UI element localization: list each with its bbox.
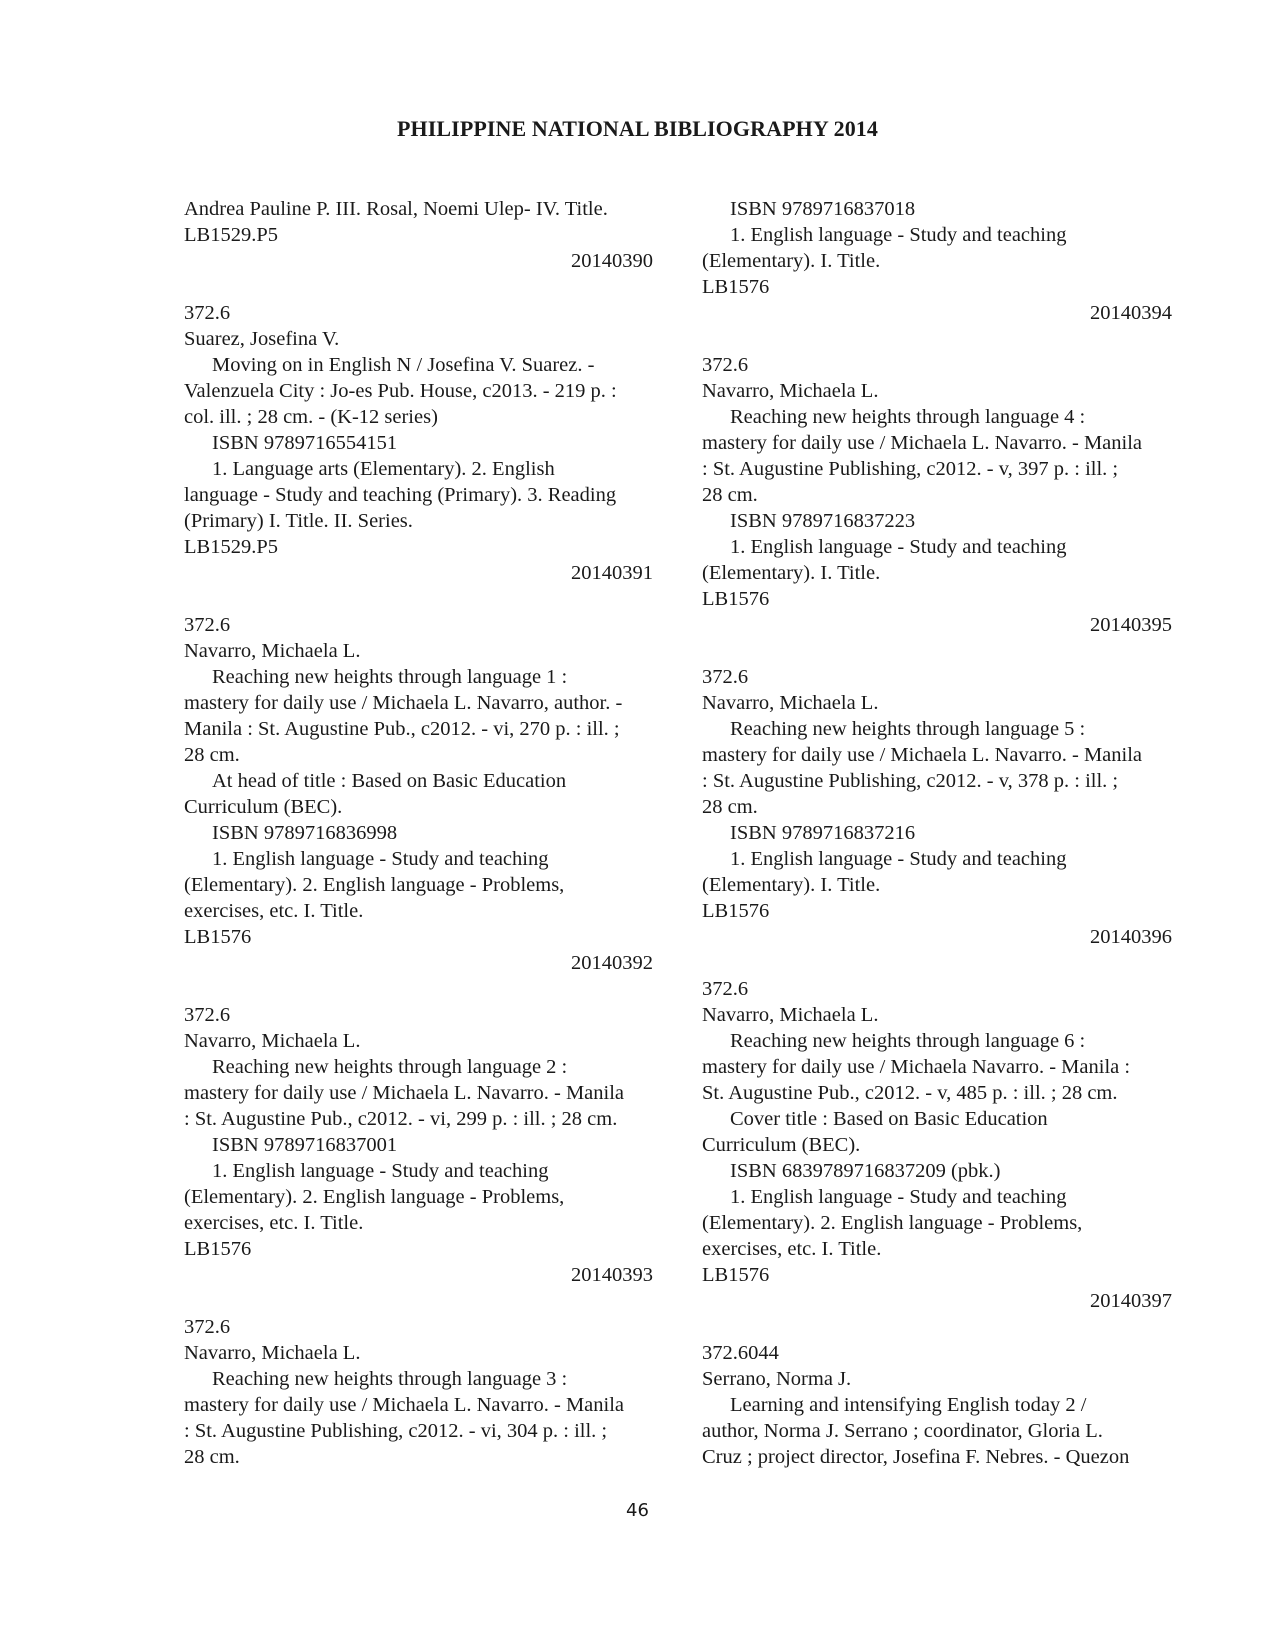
entry-line: LB1576: [702, 900, 770, 922]
entry-line: 372.6: [184, 1004, 231, 1026]
entry-line: 372.6: [184, 614, 231, 636]
entry-line: mastery for daily use / Michaela L. Navarro. - Manila: [184, 1394, 625, 1416]
entry-line: ISBN 6839789716837209 (pbk.): [730, 1160, 1001, 1182]
entry-spacer: [702, 950, 1174, 976]
entry-spacer: [702, 326, 1174, 352]
entry-line: 372.6: [702, 978, 749, 1000]
entry-line: 28 cm.: [184, 744, 240, 766]
entry-line: col. ill. ; 28 cm. - (K-12 series): [184, 406, 438, 428]
entry-line: LB1529.P5: [184, 536, 278, 558]
entry-line: : St. Augustine Publishing, c2012. - v, 397 p. : ill. ;: [702, 458, 1119, 480]
entry-line: (Elementary). I. Title.: [702, 250, 881, 272]
entry-line: exercises, etc. I. Title.: [184, 1212, 364, 1234]
entry-line: mastery for daily use / Michaela L. Navarro. - Manila: [184, 1082, 625, 1104]
entry-line: St. Augustine Pub., c2012. - v, 485 p. : ill. ; 28 cm.: [702, 1082, 1118, 1104]
entry-line: ISBN 9789716837216: [730, 822, 916, 844]
entry-line: 372.6: [702, 666, 749, 688]
entry-line: ISBN 9789716837001: [212, 1134, 398, 1156]
entry-line: 1. Language arts (Elementary). 2. English: [212, 458, 555, 480]
entry-line: (Elementary). 2. English language - Problems,: [184, 874, 565, 896]
entry-line: 372.6: [184, 1316, 231, 1338]
entry-line: Navarro, Michaela L.: [702, 380, 879, 402]
entry-line: 372.6044: [702, 1342, 779, 1364]
entry-line: exercises, etc. I. Title.: [184, 900, 364, 922]
entry-line: LB1576: [702, 588, 770, 610]
entry-line: Navarro, Michaela L.: [184, 1342, 361, 1364]
entry-line: exercises, etc. I. Title.: [702, 1238, 882, 1260]
entry-line: 1. English language - Study and teaching: [730, 224, 1067, 246]
entry-line: 372.6: [702, 354, 749, 376]
left-column: [184, 196, 655, 1470]
entry-line: Andrea Pauline P. III. Rosal, Noemi Ulep- IV. Title.: [184, 198, 608, 220]
entry-line: Reaching new heights through language 6 :: [730, 1030, 1086, 1052]
entry-line: Moving on in English N / Josefina V. Suarez. -: [212, 354, 595, 376]
entry-line: LB1576: [702, 1264, 770, 1286]
record-number: 20140391: [571, 562, 653, 584]
entry-line: 1. English language - Study and teaching: [212, 1160, 549, 1182]
entry-line: Manila : St. Augustine Pub., c2012. - vi, 270 p. : ill. ;: [184, 718, 620, 740]
entry-line: (Elementary). 2. English language - Problems,: [702, 1212, 1083, 1234]
page-title: PHILIPPINE NATIONAL BIBLIOGRAPHY 2014: [396, 116, 879, 141]
entry-line: 372.6: [184, 302, 231, 324]
entry-line: ISBN 9789716836998: [212, 822, 398, 844]
record-number: 20140395: [1090, 614, 1172, 636]
entry-line: : St. Augustine Publishing, c2012. - v, 378 p. : ill. ;: [702, 770, 1119, 792]
entry-line: : St. Augustine Publishing, c2012. - vi, 304 p. : ill. ;: [184, 1420, 608, 1442]
entry-spacer: [184, 274, 655, 300]
entry-line: (Primary) I. Title. II. Series.: [184, 510, 413, 532]
entry-line: mastery for daily use / Michaela L. Navarro. - Manila: [702, 432, 1143, 454]
entry-spacer: [184, 586, 655, 612]
page-number: 46: [626, 1500, 649, 1521]
entry-line: At head of title : Based on Basic Education: [212, 770, 567, 792]
entry-line: Navarro, Michaela L.: [184, 640, 361, 662]
entry-line: mastery for daily use / Michaela L. Navarro. - Manila: [702, 744, 1143, 766]
entry-line: Navarro, Michaela L.: [702, 692, 879, 714]
entry-line: ISBN 9789716837018: [730, 198, 916, 220]
entry-line: Reaching new heights through language 3 :: [212, 1368, 568, 1390]
entry-line: Reaching new heights through language 4 :: [730, 406, 1086, 428]
entry-line: Cover title : Based on Basic Education: [730, 1108, 1048, 1130]
entry-line: 28 cm.: [702, 484, 758, 506]
entry-line: (Elementary). I. Title.: [702, 562, 881, 584]
right-column: [702, 196, 1174, 1470]
entry-line: language - Study and teaching (Primary). 3. Reading: [184, 484, 617, 506]
entry-line: Learning and intensifying English today 2 /: [730, 1394, 1087, 1416]
entry-line: author, Norma J. Serrano ; coordinator, Gloria L.: [702, 1420, 1103, 1442]
entry-line: LB1576: [184, 926, 252, 948]
entry-spacer: [702, 638, 1174, 664]
entry-line: Cruz ; project director, Josefina F. Nebres. - Quezon: [702, 1446, 1130, 1468]
entry-line: (Elementary). 2. English language - Problems,: [184, 1186, 565, 1208]
entry-line: Curriculum (BEC).: [184, 796, 343, 818]
entry-line: LB1529.P5: [184, 224, 278, 246]
entry-line: Valenzuela City : Jo-es Pub. House, c2013. - 219 p. :: [184, 380, 617, 402]
record-number: 20140392: [571, 952, 653, 974]
entry-line: 1. English language - Study and teaching: [730, 536, 1067, 558]
entry-line: 1. English language - Study and teaching: [212, 848, 549, 870]
entry-line: ISBN 9789716554151: [212, 432, 398, 454]
entry-spacer: [184, 1288, 655, 1314]
entry-line: 28 cm.: [702, 796, 758, 818]
record-number: 20140393: [571, 1264, 653, 1286]
entry-line: Suarez, Josefina V.: [184, 328, 340, 350]
entry-line: (Elementary). I. Title.: [702, 874, 881, 896]
entry-line: 1. English language - Study and teaching: [730, 1186, 1067, 1208]
entry-line: Reaching new heights through language 1 :: [212, 666, 568, 688]
entry-line: Reaching new heights through language 2 :: [212, 1056, 568, 1078]
entry-line: : St. Augustine Pub., c2012. - vi, 299 p. : ill. ; 28 cm.: [184, 1108, 618, 1130]
entry-line: Reaching new heights through language 5 :: [730, 718, 1086, 740]
entry-line: Navarro, Michaela L.: [184, 1030, 361, 1052]
entry-line: mastery for daily use / Michaela L. Navarro, author. -: [184, 692, 623, 714]
entry-line: 1. English language - Study and teaching: [730, 848, 1067, 870]
entry-line: LB1576: [702, 276, 770, 298]
record-number: 20140397: [1090, 1290, 1172, 1312]
entry-line: LB1576: [184, 1238, 252, 1260]
entry-line: mastery for daily use / Michaela Navarro. - Manila :: [702, 1056, 1131, 1078]
record-number: 20140390: [571, 250, 653, 272]
entry-line: Curriculum (BEC).: [702, 1134, 861, 1156]
entry-line: Serrano, Norma J.: [702, 1368, 852, 1390]
record-number: 20140396: [1090, 926, 1172, 948]
entry-spacer: [702, 1314, 1174, 1340]
entry-line: ISBN 9789716837223: [730, 510, 916, 532]
entry-line: 28 cm.: [184, 1446, 240, 1468]
record-number: 20140394: [1090, 302, 1172, 324]
entry-spacer: [184, 976, 655, 1002]
entry-line: Navarro, Michaela L.: [702, 1004, 879, 1026]
